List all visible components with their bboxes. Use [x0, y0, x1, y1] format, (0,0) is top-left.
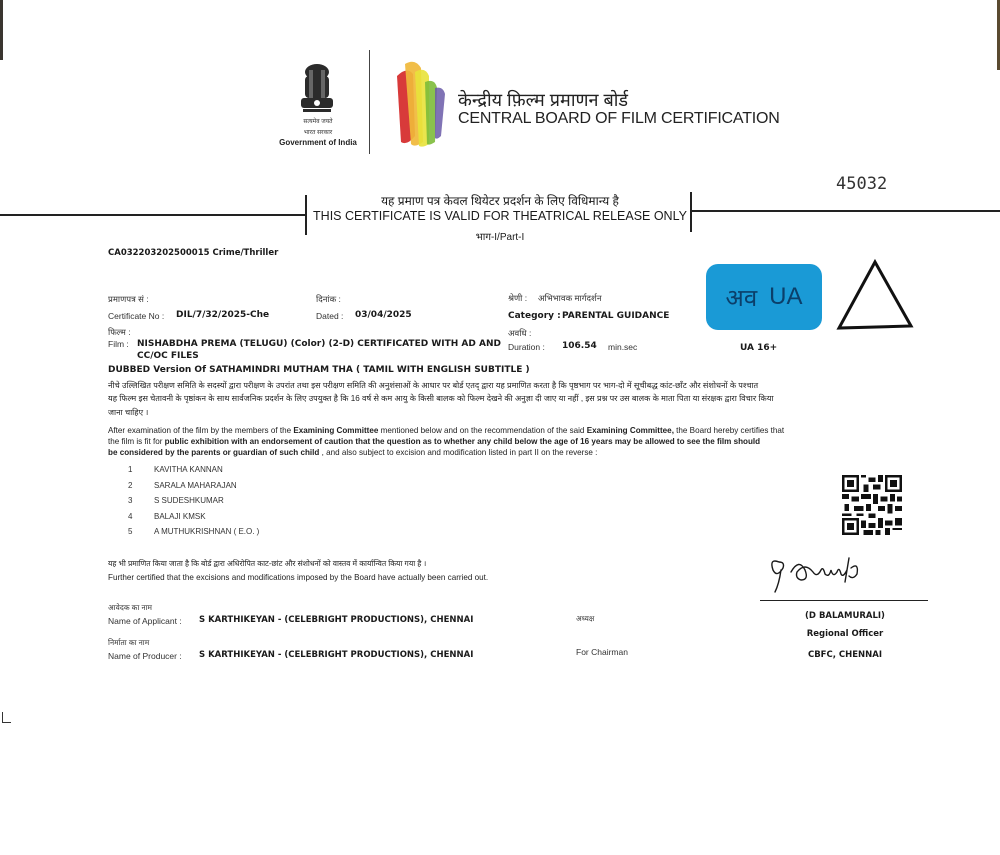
- member-number: 3: [128, 496, 133, 505]
- body-english-line2: [108, 437, 908, 448]
- signatory-name: (D BALAMURALI): [805, 611, 885, 621]
- member-name: A MUTHUKRISHNAN ( E.O. ): [154, 527, 260, 536]
- validity-english: THIS CERTIFICATE IS VALID FOR THEATRICAL RELEASE ONLY: [313, 209, 687, 223]
- board-name-hindi: केन्द्रीय फ़िल्म प्रमाणन बोर्ड: [458, 90, 629, 110]
- committee-member: [128, 465, 259, 481]
- signatory-title: Regional Officer: [806, 629, 884, 639]
- rating-label: UA 16+: [740, 343, 778, 353]
- further-certified-english: Further certified that the excisions and modifications imposed by the Board have actually been carried out.: [108, 573, 489, 582]
- body-text: the film is fit for: [108, 437, 165, 446]
- rating-badge-hindi: अव: [725, 284, 758, 312]
- category-value-hindi: अभिभावक मार्गदर्शन: [538, 293, 602, 303]
- duration-label: Duration :: [508, 342, 545, 352]
- member-name: BALAJI KMSK: [154, 511, 206, 521]
- member-name: SARALA MAHARAJAN: [154, 480, 237, 490]
- body-hindi-line1: नीचे उल्लिखित परीक्षण समिति के सदस्यों द्वारा परीक्षण के उपरांत तथा इस परीक्षण समिति की अनुशंसाओं के आधार पर बोर्ड एतद् द्वारा यह प्रमाणित करता है कि पृष्ठभाग पर भाग-दो में सूचीबद्ध कांट-छाँट और संशोधनों के पश्चात: [108, 381, 759, 390]
- producer-label: Name of Producer :: [108, 651, 182, 661]
- further-certified-hindi: यह भी प्रमाणित किया जाता है कि बोर्ड द्वारा अधिरोपित काट-छांट और संशोधनों को वास्तव में कार्यान्वित किया गया है ।: [108, 559, 427, 568]
- dubbed-version: DUBBED Version Of SATHAMINDRI MUTHAM THA ( TAMIL WITH ENGLISH SUBTITLE ): [108, 365, 530, 375]
- member-number: 5: [128, 527, 133, 536]
- applicant-label-hindi: आवेदक का नाम: [108, 603, 153, 612]
- category-value: PARENTAL GUIDANCE: [562, 311, 670, 321]
- applicant-value: S KARTHIKEYAN - (CELEBRIGHT PRODUCTIONS), CHENNAI: [199, 615, 474, 625]
- cert-no-label: Certificate No :: [108, 311, 165, 321]
- duration-value: 106.54: [562, 341, 597, 351]
- film-label-hindi: फिल्म :: [108, 327, 131, 337]
- body-text: mentioned below and on the recommendation of the said: [378, 426, 587, 435]
- committee-member: [128, 512, 259, 528]
- member-number: 1: [128, 465, 133, 474]
- member-number: 2: [128, 480, 133, 490]
- date-value: 03/04/2025: [355, 310, 412, 320]
- category-label-hindi: श्रेणी :: [508, 293, 528, 303]
- body-hindi-line3: जाना चाहिए ।: [108, 408, 149, 417]
- band-line-right: [692, 210, 1000, 212]
- cbfc-logo-icon: [395, 58, 447, 148]
- for-chairman: For Chairman: [576, 647, 628, 657]
- member-name: KAVITHA KANNAN: [154, 465, 223, 474]
- body-bold-text: be considered by the parents or guardian of such child: [108, 448, 320, 457]
- film-title-line2: CC/OC FILES: [137, 351, 199, 361]
- committee-member: [128, 481, 259, 497]
- reference-number: CA032203202500015 Crime/Thriller: [108, 248, 279, 258]
- signature-line: [760, 600, 928, 601]
- cert-no-label-hindi: प्रमाणपत्र सं :: [108, 294, 149, 304]
- page-edge-left: [0, 0, 3, 60]
- header-divider: [369, 50, 370, 154]
- producer-label-hindi: निर्माता का नाम: [108, 638, 150, 647]
- applicant-label: Name of Applicant :: [108, 616, 182, 626]
- qr-code-icon: [842, 475, 902, 535]
- body-text: After examination of the film by the members of the: [108, 426, 294, 435]
- rating-badge: [706, 264, 822, 330]
- film-label: Film :: [108, 339, 129, 349]
- part-label: भाग-I/Part-I: [475, 232, 525, 243]
- body-bold-text: Examining Committee: [293, 426, 379, 435]
- validity-hindi: यह प्रमाण पत्र केवल थियेटर प्रदर्शन के लिए विधिमान्य है: [381, 194, 619, 208]
- band-tick-right: [690, 192, 692, 232]
- date-label: Dated :: [316, 311, 344, 321]
- body-english-line1: [108, 426, 908, 437]
- body-bold-text: public exhibition with an endorsement of caution that the question as to whether any child below the age of 16 years may be allowed to see the film should: [164, 437, 761, 446]
- category-label: Category :: [508, 311, 561, 321]
- body-english-line3: [108, 448, 908, 459]
- signature-icon: [765, 548, 885, 594]
- duration-unit: min.sec: [608, 342, 638, 352]
- band-line-left: [0, 214, 306, 216]
- emblem-motto: सत्यमेव जयते: [303, 119, 333, 125]
- chairman-hindi: अध्यक्ष: [576, 614, 595, 623]
- band-tick-left: [305, 195, 307, 235]
- board-name-english: CENTRAL BOARD OF FILM CERTIFICATION: [458, 110, 780, 127]
- body-bold-text: Examining Committee,: [586, 426, 674, 435]
- national-emblem-icon: [295, 62, 339, 117]
- cert-no-value: DIL/7/32/2025-Che: [176, 310, 270, 320]
- emblem-caption: Government of India: [279, 138, 357, 147]
- committee-member: [128, 527, 259, 543]
- member-name: S SUDESHKUMAR: [154, 496, 224, 505]
- serial-number: 45032: [836, 174, 888, 194]
- body-text: , and also subject to excision and modification listed in part II on the reverse :: [319, 448, 598, 457]
- committee-list: [128, 465, 259, 543]
- body-hindi-line2: यह फिल्म इस चेतावनी के पृष्ठांकन के साथ सार्वजनिक प्रदर्शन के लिए उपयुक्त है कि 16 वर्ष से कम आयु के किसी बालक को फिल्म देखने की अनुज्ञा दी जाए या नहीं , इस प्रश्न पर उस बालक के माता पिता या संरक्षक द्वारा विचार किया: [108, 394, 774, 403]
- body-text: the Board hereby certifies that: [673, 426, 785, 435]
- duration-label-hindi: अवधि :: [508, 328, 532, 338]
- emblem-country-hindi: भारत सरकार: [303, 130, 333, 136]
- corner-mark: [2, 712, 11, 723]
- date-label-hindi: दिनांक :: [316, 294, 341, 304]
- signatory-office: CBFC, CHENNAI: [807, 650, 883, 660]
- member-number: 4: [128, 511, 133, 521]
- film-title-line1: NISHABDHA PREMA (TELUGU) (Color) (2-D) CERTIFICATED WITH AD AND: [137, 339, 501, 349]
- producer-value: S KARTHIKEYAN - (CELEBRIGHT PRODUCTIONS), CHENNAI: [199, 650, 474, 660]
- rating-badge-english: UA: [769, 283, 803, 310]
- triangle-icon: [835, 258, 915, 332]
- committee-member: [128, 496, 259, 512]
